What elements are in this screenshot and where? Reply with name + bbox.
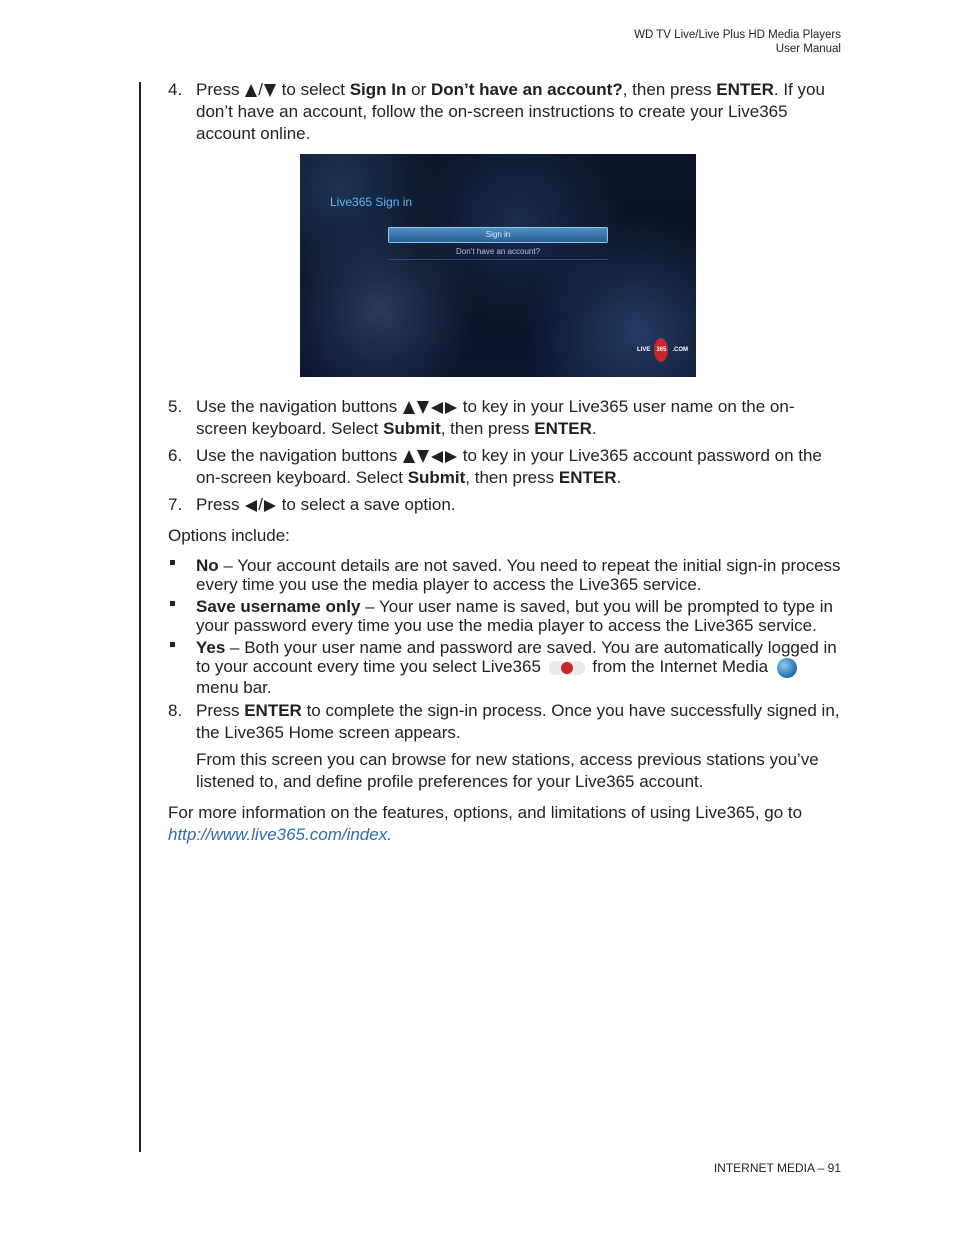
right-arrow-icon	[264, 500, 276, 512]
step-number: 8.	[168, 700, 183, 720]
step-text: or	[411, 80, 427, 99]
option-label: Yes	[196, 638, 226, 657]
logo-left: LIVE	[637, 347, 651, 353]
step-text: Use the navigation buttons	[196, 446, 398, 465]
left-arrow-icon	[431, 402, 443, 414]
step-text: to key in your Live365 user name on the on-screen keyboard. Select	[196, 397, 795, 438]
up-arrow-icon	[245, 84, 257, 97]
header-title: WD TV Live/Live Plus HD Media Players	[634, 29, 841, 41]
step-text: to complete the sign-in process. Once you have successfully signed in, the Live365 Home screen appears.	[196, 700, 840, 742]
option-text: – Your account details are not saved. You need to repeat the initial sign-in process every time you use the media player to access the Live365 service.	[196, 556, 841, 594]
no-account-term: Don’t have an account?	[430, 80, 623, 99]
step-text: , then press	[622, 80, 712, 99]
step-number: 6.	[168, 446, 183, 465]
option-text: from the Internet Media	[592, 657, 769, 676]
step-text: Press	[196, 80, 240, 99]
enter-term: ENTER	[558, 468, 617, 487]
step-7	[168, 494, 842, 516]
step-text: , then press	[465, 468, 555, 487]
step-text: .	[591, 419, 597, 438]
screen-no-account-button: Don’t have an account?	[388, 245, 608, 260]
down-arrow-icon	[417, 450, 429, 463]
option-save-username	[168, 597, 842, 635]
page-footer: INTERNET MEDIA – 91	[713, 1161, 841, 1175]
bullet-icon	[170, 560, 175, 565]
down-arrow-icon	[417, 401, 429, 414]
bullet-icon	[170, 601, 175, 606]
option-text: – Your user name is saved, but you will be prompted to type in your password every time you use the media player to access the Live365 service.	[196, 597, 833, 635]
header-subtitle: User Manual	[775, 43, 841, 55]
step-number: 7.	[168, 495, 183, 514]
option-text: – Both your user name and password are saved. You are automatically logged in to your account every time you select Live365	[196, 638, 837, 676]
step-text: to key in your Live365 account password on the on-screen keyboard. Select	[196, 446, 822, 487]
enter-term: ENTER	[716, 80, 774, 99]
more-info	[168, 802, 842, 846]
step-text: . If you don’t have an account, follow the on-screen instructions to create your Live365 account online.	[196, 80, 825, 143]
page-header	[634, 28, 841, 56]
option-label: No	[196, 556, 219, 575]
separator: /	[258, 495, 263, 514]
screen-signin-button: Sign in	[388, 227, 608, 243]
sign-in-term: Sign In	[349, 80, 407, 99]
option-label: Save username only	[196, 597, 361, 616]
logo-right: .COM	[672, 347, 689, 353]
bullet-icon	[170, 642, 175, 647]
internet-media-globe-icon	[777, 658, 797, 678]
live365-icon	[549, 661, 585, 675]
step-number: 5.	[168, 397, 183, 416]
margin-rule	[139, 82, 141, 1152]
option-yes	[168, 638, 842, 697]
live365-signin-screenshot	[300, 154, 696, 377]
enter-term: ENTER	[534, 419, 592, 438]
left-arrow-icon	[245, 500, 257, 512]
enter-term: ENTER	[244, 700, 302, 720]
right-arrow-icon	[445, 402, 457, 414]
submit-term: Submit	[407, 468, 466, 487]
more-info-text: For more information on the features, options, and limitations of using Live365, go to	[168, 802, 803, 822]
step-8	[168, 700, 842, 744]
live365-logo	[634, 338, 691, 362]
step-5	[168, 396, 842, 440]
up-arrow-icon	[403, 401, 415, 414]
option-text: menu bar.	[196, 677, 272, 697]
step-8-note: From this screen you can browse for new stations, access previous stations you’ve listened to, and define profile preferences for your Live365 account.	[196, 749, 819, 791]
main-content	[168, 79, 842, 846]
option-no	[168, 556, 842, 594]
step-text: to select	[281, 80, 345, 99]
live365-link[interactable]: http://www.live365.com/index.	[168, 824, 392, 844]
step-4	[168, 79, 842, 145]
left-arrow-icon	[431, 451, 443, 463]
step-text: Press	[196, 495, 240, 514]
separator: /	[258, 80, 263, 99]
right-arrow-icon	[445, 451, 457, 463]
screen-title: Live365 Sign in	[330, 195, 413, 209]
submit-term: Submit	[383, 419, 441, 438]
options-intro: Options include:	[168, 526, 290, 545]
step-text: Press	[196, 700, 240, 720]
step-text: Use the navigation buttons	[196, 397, 398, 416]
down-arrow-icon	[264, 84, 276, 97]
step-text: to select a save option.	[281, 495, 456, 514]
up-arrow-icon	[403, 450, 415, 463]
logo-mid: 365	[654, 338, 668, 362]
step-number: 4.	[168, 80, 183, 99]
step-6	[168, 445, 842, 489]
step-text: .	[616, 468, 622, 487]
step-text: , then press	[440, 419, 530, 438]
